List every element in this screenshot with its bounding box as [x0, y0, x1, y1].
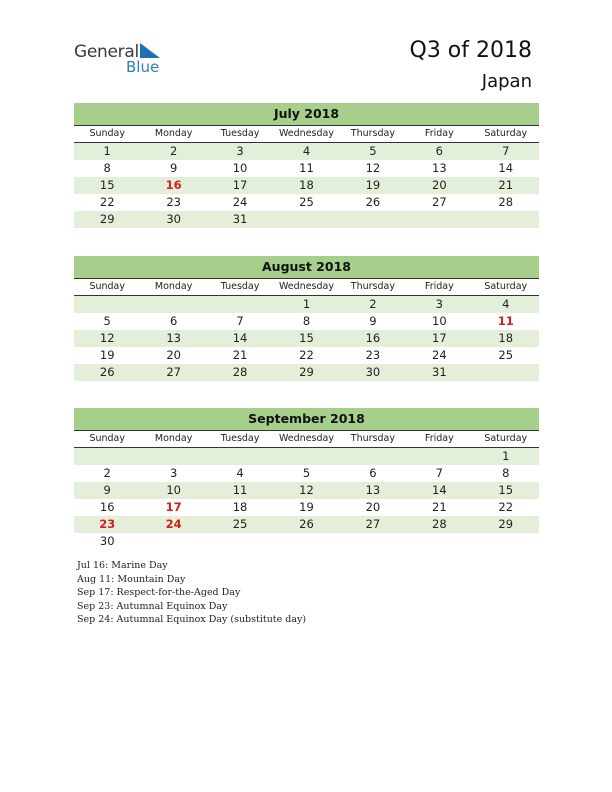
- week-row: [74, 296, 539, 313]
- month-title: August 2018: [74, 256, 539, 279]
- month-calendar: [74, 408, 539, 550]
- week-row: [74, 499, 539, 516]
- day-cell: 29: [498, 517, 514, 531]
- brand-logo: [74, 42, 184, 78]
- day-cell: 9: [369, 314, 377, 328]
- holiday-note: Aug 11: Mountain Day: [77, 573, 186, 585]
- day-cell: 22: [498, 500, 514, 514]
- weekday-label: Saturday: [484, 433, 528, 444]
- day-cell: 25: [232, 517, 248, 531]
- day-cell: 20: [166, 348, 181, 362]
- day-cell: 31: [232, 212, 248, 226]
- day-cell: 19: [365, 178, 381, 192]
- weekday-label: Friday: [424, 433, 454, 444]
- day-cell: [473, 533, 539, 550]
- day-cell: 21: [432, 500, 447, 514]
- weekday-label: Wednesday: [278, 128, 334, 139]
- day-cell: 18: [232, 500, 248, 514]
- week-row: [74, 347, 539, 364]
- day-cell: 30: [365, 365, 381, 379]
- day-cell: [74, 296, 140, 313]
- weekday-label: Thursday: [350, 128, 395, 139]
- week-row: [74, 364, 539, 381]
- day-cell: [473, 211, 539, 228]
- day-cell: 27: [365, 517, 381, 531]
- day-cell: 18: [299, 178, 314, 192]
- weekday-header-row: [74, 279, 539, 296]
- day-cell: [207, 448, 273, 465]
- day-cell: 8: [502, 466, 510, 480]
- weekday-label: Tuesday: [220, 433, 260, 444]
- day-cell: 14: [432, 483, 447, 497]
- day-cell: 30: [166, 212, 181, 226]
- holiday-notes: [77, 559, 306, 627]
- month-calendar: [74, 256, 539, 381]
- day-cell: 13: [432, 161, 447, 175]
- day-cell: 28: [432, 517, 447, 531]
- day-cell: 22: [299, 348, 314, 362]
- week-row: [74, 330, 539, 347]
- month-calendar: [74, 103, 539, 228]
- day-cell: [207, 533, 273, 550]
- logo-text-general: General: [74, 42, 139, 62]
- day-cell: 29: [99, 212, 115, 226]
- weekday-header-row: [74, 431, 539, 448]
- day-cell: 6: [435, 144, 443, 158]
- weekday-label: Friday: [424, 281, 454, 292]
- day-cell: 1: [103, 144, 111, 158]
- day-cell: 14: [232, 331, 248, 345]
- day-cell: 10: [232, 161, 248, 175]
- day-cell: 6: [369, 466, 377, 480]
- day-cell: 1: [502, 449, 510, 463]
- weekday-header-row: [74, 126, 539, 143]
- day-cell: 8: [302, 314, 311, 328]
- weekday-label: Sunday: [89, 281, 125, 292]
- month-title: July 2018: [74, 103, 539, 126]
- day-cell: [406, 211, 472, 228]
- week-row: [74, 482, 539, 499]
- day-cell: 17: [232, 178, 248, 192]
- weekday-label: Thursday: [350, 433, 395, 444]
- day-cell: [340, 211, 406, 228]
- day-cell: [340, 533, 406, 550]
- day-cell: 15: [498, 483, 514, 497]
- week-row: [74, 194, 539, 211]
- day-cell: 26: [299, 517, 314, 531]
- week-row: [74, 533, 539, 550]
- week-row: [74, 211, 539, 228]
- weekday-label: Monday: [154, 433, 193, 444]
- day-cell: 10: [432, 314, 447, 328]
- day-cell: 6: [169, 314, 178, 328]
- day-cell: 23: [365, 348, 381, 362]
- week-row: [74, 160, 539, 177]
- day-cell: 21: [498, 178, 514, 192]
- week-row: [74, 313, 539, 330]
- week-row: [74, 177, 539, 194]
- weekday-label: Saturday: [484, 128, 528, 139]
- day-cell: 11: [299, 161, 314, 175]
- day-cell: 9: [103, 483, 111, 497]
- logo-text-blue: Blue: [126, 58, 160, 76]
- holiday-note: Sep 23: Autumnal Equinox Day: [77, 600, 228, 612]
- holiday-note: Sep 24: Autumnal Equinox Day (substitute day): [77, 614, 307, 625]
- day-cell: 22: [99, 195, 115, 209]
- day-cell: 26: [365, 195, 381, 209]
- day-cell: 7: [236, 314, 244, 328]
- day-cell: 27: [432, 195, 447, 209]
- day-cell: [273, 533, 339, 550]
- day-cell: 27: [166, 365, 181, 379]
- day-cell: 19: [299, 500, 314, 514]
- day-cell: 31: [432, 365, 447, 379]
- day-cell: 21: [232, 348, 248, 362]
- day-cell: 13: [365, 483, 381, 497]
- day-cell: 29: [299, 365, 314, 379]
- week-row: [74, 465, 539, 482]
- day-cell: 26: [99, 365, 115, 379]
- day-cell: 13: [166, 331, 181, 345]
- holiday-note: Jul 16: Marine Day: [77, 560, 168, 571]
- day-cell: 16: [365, 331, 381, 345]
- day-cell: [140, 296, 206, 313]
- day-cell: 4: [236, 466, 244, 480]
- page-title: Q3 of 2018: [409, 38, 532, 63]
- day-cell: 28: [232, 365, 248, 379]
- month-title: September 2018: [74, 408, 539, 431]
- day-cell: 24: [232, 195, 248, 209]
- day-cell: [140, 448, 206, 465]
- day-cell: 2: [369, 297, 377, 311]
- day-cell: [473, 364, 539, 381]
- day-cell: 25: [299, 195, 314, 209]
- day-cell: 24: [432, 348, 447, 362]
- day-cell: 10: [166, 483, 181, 497]
- day-cell: 24: [165, 517, 182, 531]
- weekday-label: Wednesday: [278, 433, 334, 444]
- weekday-label: Tuesday: [220, 281, 260, 292]
- day-cell: [140, 533, 206, 550]
- day-cell: 7: [502, 144, 510, 158]
- day-cell: 20: [365, 500, 381, 514]
- day-cell: [207, 296, 273, 313]
- day-cell: 3: [236, 144, 244, 158]
- day-cell: 16: [99, 500, 115, 514]
- day-cell: [406, 448, 472, 465]
- day-cell: 14: [498, 161, 514, 175]
- day-cell: 5: [369, 144, 377, 158]
- week-row: [74, 516, 539, 533]
- week-row: [74, 143, 539, 160]
- day-cell: 2: [169, 144, 178, 158]
- day-cell: 15: [99, 178, 115, 192]
- day-cell: 20: [432, 178, 447, 192]
- day-cell: 3: [435, 297, 443, 311]
- day-cell: 19: [99, 348, 115, 362]
- day-cell: [273, 211, 339, 228]
- day-cell: 5: [302, 466, 311, 480]
- day-cell: 12: [365, 161, 381, 175]
- weekday-label: Monday: [154, 128, 193, 139]
- day-cell: [406, 533, 472, 550]
- day-cell: [273, 448, 339, 465]
- day-cell: [340, 448, 406, 465]
- day-cell: [74, 448, 140, 465]
- day-cell: 15: [299, 331, 314, 345]
- day-cell: 28: [498, 195, 514, 209]
- day-cell: 12: [99, 331, 115, 345]
- weekday-label: Tuesday: [220, 128, 260, 139]
- weekday-label: Monday: [154, 281, 193, 292]
- logo-triangle-icon: [140, 43, 160, 58]
- weekday-label: Saturday: [484, 281, 528, 292]
- day-cell: 1: [302, 297, 311, 311]
- day-cell: 17: [432, 331, 447, 345]
- day-cell: 4: [502, 297, 510, 311]
- day-cell: 11: [497, 314, 514, 328]
- weekday-label: Wednesday: [278, 281, 334, 292]
- day-cell: 9: [169, 161, 178, 175]
- weekday-label: Thursday: [350, 281, 395, 292]
- day-cell: 11: [232, 483, 248, 497]
- day-cell: 17: [165, 500, 182, 514]
- day-cell: 4: [302, 144, 311, 158]
- weekday-label: Friday: [424, 128, 454, 139]
- country-label: Japan: [481, 71, 532, 92]
- holiday-note: Sep 17: Respect-for-the-Aged Day: [77, 587, 241, 598]
- day-cell: 12: [299, 483, 314, 497]
- day-cell: 16: [165, 178, 182, 192]
- day-cell: 30: [99, 534, 115, 548]
- day-cell: 23: [166, 195, 181, 209]
- day-cell: 25: [498, 348, 514, 362]
- week-row: [74, 448, 539, 465]
- weekday-label: Sunday: [89, 433, 125, 444]
- day-cell: 3: [169, 466, 178, 480]
- day-cell: 5: [103, 314, 111, 328]
- weekday-label: Sunday: [89, 128, 125, 139]
- day-cell: 23: [99, 517, 116, 531]
- day-cell: 2: [103, 466, 111, 480]
- day-cell: 18: [498, 331, 514, 345]
- day-cell: 8: [103, 161, 111, 175]
- day-cell: 7: [435, 466, 443, 480]
